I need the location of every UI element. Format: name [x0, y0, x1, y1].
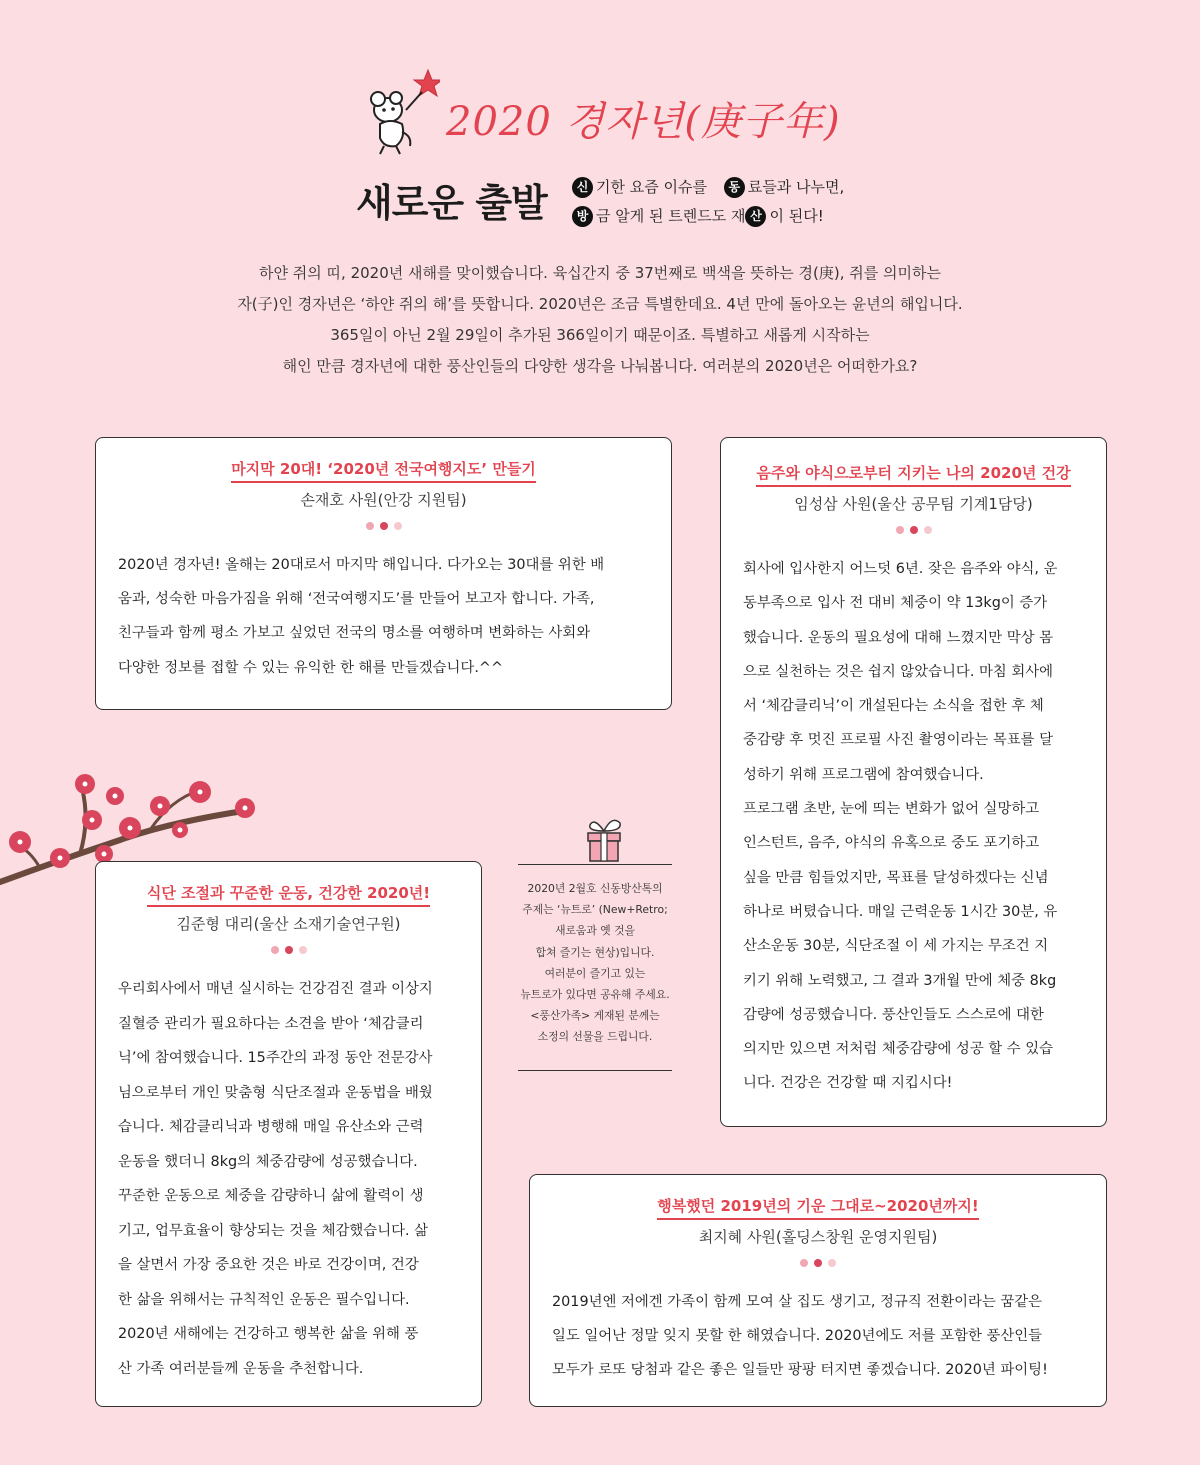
acrostic-text: 료들과 나누면,: [747, 178, 845, 196]
acrostic-letter: 산: [745, 206, 766, 227]
card-body-line: 감량에 성공했습니다. 풍산인들도 스스로에 대한: [743, 1006, 1044, 1023]
opinion-card: [720, 437, 1107, 1127]
card-body: [552, 1285, 1084, 1388]
card-author: 임성삼 사원(울산 공무팀 기계1담당): [794, 495, 1033, 513]
card-body-line: 습니다. 체감클리닉과 병행해 매일 유산소와 근력: [118, 1119, 424, 1135]
opinion-card: [95, 437, 672, 710]
card-title: 행복했던 2019년의 기운 그대로~2020년까지!: [657, 1197, 978, 1220]
notice-line: 뉴트로가 있다면 공유해 주세요.: [520, 988, 670, 1002]
notice-divider-bottom: [518, 1070, 672, 1071]
card-body-line: 우리회사에서 매년 실시하는 건강검진 결과 이상지: [118, 981, 433, 997]
intro-line: 하얀 쥐의 띠, 2020년 새해를 맞이했습니다. 육십간지 중 37번째로 백색을 뜻하는 경(庚), 쥐를 의미하는: [259, 264, 941, 282]
card-body-line: 기고, 업무효율이 향상되는 것을 체감했습니다. 삶: [118, 1222, 429, 1239]
notice-line: <풍산가족> 게재된 분께는: [530, 1009, 660, 1023]
card-body: [118, 548, 649, 685]
intro-line: 365일이 아닌 2월 29일이 추가된 366일이기 때문이죠. 특별하고 새롭게 시작하는: [330, 326, 870, 344]
card-body-line: 다양한 정보를 접할 수 있는 유익한 한 해를 만들겠습니다.^^: [118, 659, 504, 676]
card-author: 김준형 대리(울산 소재기술연구원): [176, 915, 401, 933]
card-author: 최지혜 사원(홀딩스창원 운영지원팀): [698, 1228, 938, 1246]
acrostic-text: 기한 요즘 이슈를: [596, 178, 707, 196]
card-body-line: 모두가 로또 당첨과 같은 좋은 일들만 팡팡 터지면 좋겠습니다. 2020년 파이팅!: [552, 1362, 1048, 1379]
dots-divider: [118, 522, 649, 532]
card-body-line: 한 삶을 위해서는 규칙적인 운동은 필수입니다.: [118, 1291, 410, 1308]
card-body-line: 일도 일어난 정말 잊지 못할 한 해였습니다. 2020년에도 저를 포함한 풍산인들: [552, 1328, 1043, 1345]
card-body-line: 했습니다. 운동의 필요성에 대해 느꼈지만 막상 몸: [743, 629, 1054, 646]
card-body-line: 2019년엔 저에겐 가족이 함께 모여 살 집도 생기고, 정규직 전환이라는 꿈같은: [552, 1294, 1043, 1310]
card-body-line: 을 살면서 가장 중요한 것은 바로 건강이며, 건강: [118, 1257, 419, 1273]
dots-divider: [118, 946, 459, 956]
acrostic-text: 이 된다!: [769, 207, 824, 225]
card-body-line: 싶을 만큼 힘들었지만, 목표를 달성하겠다는 신념: [743, 869, 1049, 886]
card-title: 음주와 야식으로부터 지키는 나의 2020년 건강: [756, 464, 1070, 487]
card-body-line: 인스턴트, 음주, 야식의 유혹으로 중도 포기하고: [743, 835, 1040, 852]
card-body-line: 서 ‘체감클리닉’이 개설된다는 소식을 접한 후 체: [743, 698, 1044, 715]
card-title: 마지막 20대! ‘2020년 전국여행지도’ 만들기: [231, 460, 536, 483]
card-body-line: 으로 실천하는 것은 쉽지 않았습니다. 마침 회사에: [743, 663, 1054, 680]
card-body-line: 친구들과 함께 평소 가보고 싶었던 전국의 명소를 여행하며 변화하는 사회와: [118, 625, 591, 642]
card-body-line: 회사에 입사한지 어느덧 6년. 잦은 음주와 야식, 운: [743, 561, 1058, 577]
card-body-line: 하나로 버텼습니다. 매일 근력운동 1시간 30분, 유: [743, 903, 1058, 920]
notice-divider-top: [518, 864, 672, 865]
intro-paragraph: [180, 258, 1020, 382]
card-body-line: 산 가족 여러분들께 운동을 추천합니다.: [118, 1360, 364, 1377]
notice-line: 소정의 선물을 드립니다.: [537, 1030, 653, 1044]
acrostic-text: 금 알게 된 트렌드도 재: [596, 207, 746, 225]
dots-divider: [552, 1259, 1084, 1269]
opinion-card: [95, 861, 482, 1407]
mouse-with-star-icon: [366, 66, 440, 156]
notice-line: 새로움과 옛 것을: [555, 924, 635, 938]
card-body-line: 2020년 새해에는 건강하고 행복한 삶을 위해 풍: [118, 1326, 419, 1342]
acrostic-letter: 방: [572, 206, 593, 227]
notice-line: 합쳐 즐기는 현상)입니다.: [535, 945, 655, 959]
acrostic-letter: 동: [724, 177, 745, 198]
card-body-line: 님으로부터 개인 맞춤형 식단조절과 운동법을 배웠: [118, 1084, 433, 1101]
card-body-line: 2020년 경자년! 올해는 20대로서 마지막 해입니다. 다가오는 30대를 위한 배: [118, 557, 605, 573]
card-body-line: 질혈증 관리가 필요하다는 소견을 받아 ‘체감클리: [118, 1015, 424, 1032]
year-title: 2020 경자년(庚子年): [446, 99, 841, 145]
card-body-line: 프로그램 초반, 눈에 띄는 변화가 없어 실망하고: [743, 801, 1040, 818]
card-body-line: 산소운동 30분, 식단조절 이 세 가지는 무조건 지: [743, 938, 1049, 955]
event-notice: [518, 878, 672, 1048]
acrostic-letter: 신: [572, 177, 593, 198]
card-body-line: 움과, 성숙한 마음가짐을 위해 ‘전국여행지도’를 만들어 보고자 합니다. 가족,: [118, 591, 595, 608]
card-body-line: 니다. 건강은 건강할 때 지킵시다!: [743, 1075, 953, 1092]
card-body-line: 중감량 후 멋진 프로필 사진 촬영이라는 목표를 달: [743, 732, 1054, 749]
page-title: 새로운 출발: [356, 181, 547, 225]
dots-divider: [743, 526, 1084, 536]
card-body-line: 성하기 위해 프로그램에 참여했습니다.: [743, 766, 984, 783]
card-author: 손재호 사원(안강 지원팀): [300, 491, 467, 509]
intro-line: 해인 만큼 경자년에 대한 풍산인들의 다양한 생각을 나눠봅니다. 여러분의 2020년은 어떠한가요?: [282, 357, 918, 375]
intro-line: 자(子)인 경자년은 ‘하얀 쥐의 해’를 뜻합니다. 2020년은 조금 특별한데요. 4년 만에 돌아오는 윤년의 해입니다.: [237, 295, 963, 313]
notice-line: 2020년 2월호 신동방산톡의: [527, 882, 663, 895]
card-body-line: 닉’에 참여했습니다. 15주간의 과정 동안 전문강사: [118, 1050, 433, 1066]
gift-box-icon: [582, 815, 626, 863]
opinion-card: [529, 1174, 1107, 1407]
card-body-line: 의지만 있으면 저처럼 체중감량에 성공 할 수 있습: [743, 1041, 1054, 1058]
card-body-line: 동부족으로 입사 전 대비 체중이 약 13kg이 증가: [743, 595, 1048, 612]
card-body: [118, 972, 459, 1386]
card-body: [743, 552, 1084, 1101]
acrostic-slogan: [572, 173, 844, 231]
card-body-line: 운동을 했더니 8kg의 체중감량에 성공했습니다.: [118, 1153, 418, 1170]
card-title: 식단 조절과 꾸준한 운동, 건강한 2020년!: [147, 884, 430, 907]
notice-line: 주제는 ‘뉴트로’ (New+Retro;: [522, 903, 668, 917]
card-body-line: 키기 위해 노력했고, 그 결과 3개월 만에 체중 8kg: [743, 972, 1057, 989]
notice-line: 여러분이 즐기고 있는: [544, 966, 646, 980]
card-body-line: 꾸준한 운동으로 체중을 감량하니 삶에 활력이 생: [118, 1188, 424, 1204]
